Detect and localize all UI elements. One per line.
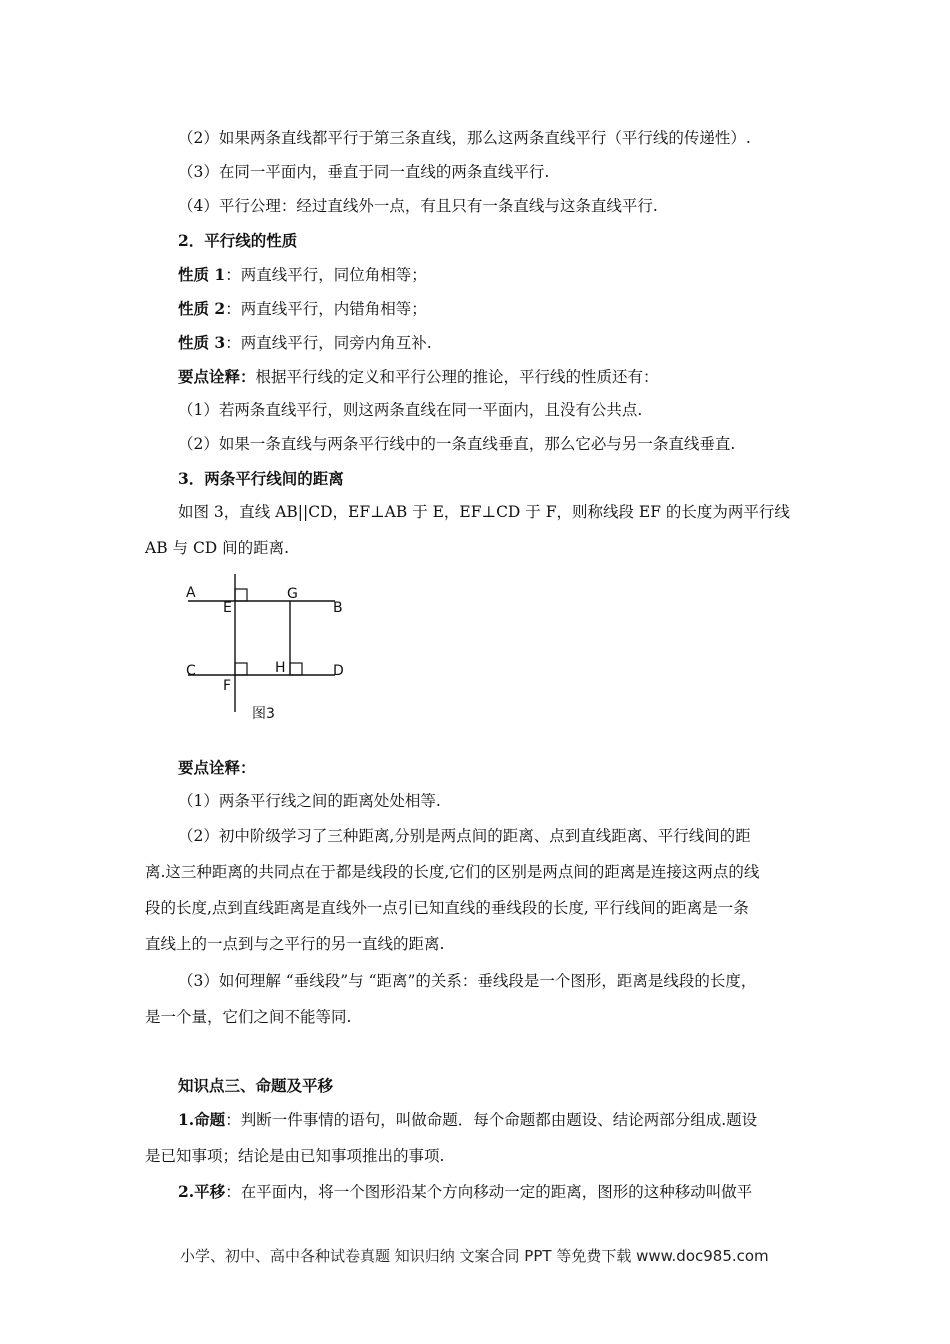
criterion-3: （3）在同一平面内，垂直于同一直线的两条直线平行. xyxy=(178,163,550,181)
right-angle-marker-f xyxy=(235,663,247,675)
page-footer: 小学、初中、高中各种试卷真题 知识归纳 文案合同 PPT 等免费下载 www.doc985.com xyxy=(180,1247,769,1265)
translation-label: 2.平移 xyxy=(178,1182,226,1201)
proposition-label: 1.命题 xyxy=(178,1110,226,1129)
property-1-text: ：两直线平行，同位角相等； xyxy=(225,266,427,284)
right-angle-marker-e xyxy=(235,589,247,601)
section-3-heading: 3．两条平行线间的距离 xyxy=(178,469,344,488)
section-3-note-3-line-2: 是一个量，它们之间不能等同. xyxy=(145,1008,352,1026)
property-3-label: 性质 3 xyxy=(178,333,226,352)
section-2-note-2: （2）如果一条直线与两条平行线中的一条直线垂直，那么它必与另一条直线垂直. xyxy=(178,435,736,453)
section-2-note-1: （1）若两条直线平行，则这两条直线在同一平面内，且没有公共点. xyxy=(178,401,643,419)
property-1 xyxy=(178,265,843,285)
label-f: F xyxy=(223,678,232,694)
note-text: 根据平行线的定义和平行公理的推论，平行线的性质还有： xyxy=(255,368,659,386)
section-3-desc-line-2: AB 与 CD 间的距离. xyxy=(145,539,290,557)
label-d: D xyxy=(333,663,344,679)
translation-text: ：在平面内，将一个图形沿某个方向移动一定的距离，图形的这种移动叫做平 xyxy=(225,1183,753,1201)
label-e: E xyxy=(223,600,232,616)
proposition-line-1 xyxy=(178,1110,810,1130)
property-2 xyxy=(178,299,843,319)
section-3-note-2-line-3: 段的长度,点到直线距离是直线外一点引已知直线的垂线段的长度, 平行线间的距离是一条 xyxy=(145,899,749,917)
section-3-note-1: （1）两条平行线之间的距离处处相等. xyxy=(178,792,441,810)
criterion-4: （4）平行公理：经过直线外一点，有且只有一条直线与这条直线平行. xyxy=(178,197,658,215)
section-3-note-label: 要点诠释： xyxy=(178,758,256,777)
translation-line-1 xyxy=(178,1182,810,1202)
criterion-2: （2）如果两条直线都平行于第三条直线，那么这两条直线平行（平行线的传递性）. xyxy=(178,129,751,147)
proposition-line-2: 是已知事项；结论是由已知事项推出的事项. xyxy=(145,1147,445,1165)
property-1-label: 性质 1 xyxy=(178,265,226,284)
proposition-text: ：判断一件事情的语句，叫做命题．每个命题都由题设、结论两部分组成.题设 xyxy=(225,1111,758,1129)
section-3-note-2-line-2: 离.这三种距离的共同点在于都是线段的长度,它们的区别是两点间的距离是连接这两点的线 xyxy=(145,863,760,881)
section-3-desc-line-1: 如图 3，直线 AB||CD，EF⊥AB 于 E，EF⊥CD 于 F，则称线段 EF 的长度为两平行线 xyxy=(178,503,790,521)
property-2-text: ：两直线平行，内错角相等； xyxy=(225,300,427,318)
section-3-note-2-line-1: （2）初中阶级学习了三种距离,分别是两点间的距离、点到直线距离、平行线间的距 xyxy=(178,827,751,845)
label-c: C xyxy=(186,663,196,679)
label-b: B xyxy=(333,600,343,616)
section-3-note-2-line-4: 直线上的一点到与之平行的另一直线的距离. xyxy=(145,935,445,953)
property-3-text: ：两直线平行，同旁内角互补. xyxy=(225,334,432,352)
knowledge-point-3-heading: 知识点三、命题及平移 xyxy=(178,1076,334,1095)
section-2-note xyxy=(178,367,843,387)
label-h: H xyxy=(275,660,286,676)
section-2-heading: 2．平行线的性质 xyxy=(178,231,298,250)
figure-caption: 图3 xyxy=(252,706,275,722)
right-angle-marker-h xyxy=(290,663,302,675)
note-label: 要点诠释： xyxy=(178,367,256,386)
label-g: G xyxy=(287,586,298,602)
label-a: A xyxy=(186,585,196,601)
section-3-note-3-line-1: （3）如何理解 “垂线段”与 “距离”的关系：垂线段是一个图形，距离是线段的长度， xyxy=(178,972,757,990)
figure-3-diagram xyxy=(180,572,360,722)
property-3 xyxy=(178,333,843,353)
property-2-label: 性质 2 xyxy=(178,299,226,318)
